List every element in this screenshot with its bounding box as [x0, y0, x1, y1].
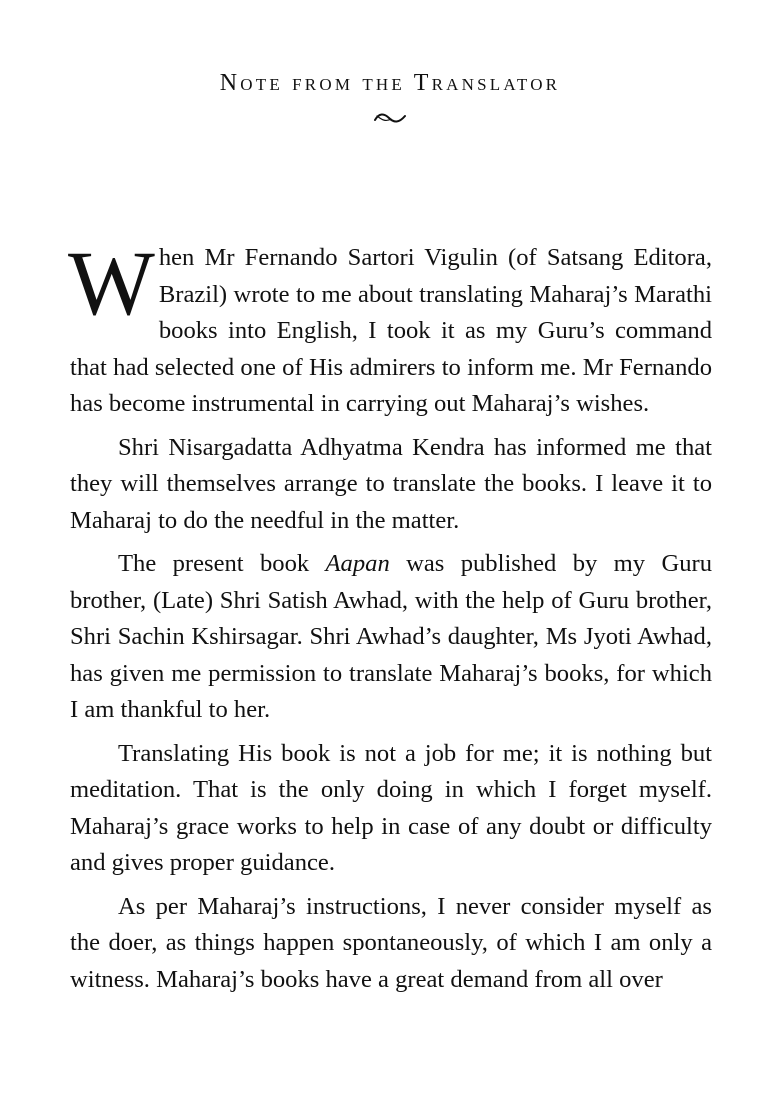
paragraph-1-text: hen Mr Fernando Sartori Vigulin (of Satsang Editora, Brazil) wrote to me about translating Maharaj’s Marathi books into English, I took it as my Guru’s command that had selected one of His admirers to inform me. Mr Fernando has become instrumental in carrying out Maharaj’s wishes.	[70, 244, 712, 417]
paragraph-4: Translating His book is not a job for me; it is nothing but meditation. That is the only doing in which I forget myself. Maharaj’s grace works to help in case of any doubt or difficulty and gives proper guidance.	[70, 739, 712, 876]
swash-ornament-icon	[372, 110, 408, 126]
paragraph-3-text-after: was published by my Guru brother, (Late) Shri Satish Awhad, with the help of Guru brother, Shri Sachin Kshirsagar. Shri Awhad’s daughter, Ms Jyoti Awhad, has given me permission to translate Maharaj’s books, for which I am thankful to her.	[70, 550, 712, 723]
paragraph-3	[70, 546, 712, 729]
drop-cap: W	[68, 232, 155, 334]
body-text	[68, 232, 712, 1005]
paragraph-1	[68, 232, 712, 423]
chapter-title: Note from the Translator	[219, 70, 561, 96]
paragraph-5: As per Maharaj’s instructions, I never consider myself as the doer, as things happen spontaneously, of which I am only a witness. Maharaj’s books have a great demand from all over	[70, 892, 712, 993]
paragraph-3-text-before: The present book	[118, 550, 326, 577]
paragraph-2: Shri Nisargadatta Adhyatma Kendra has informed me that they will themselves arrange to translate the books. I leave it to Maharaj to do the needful in the matter.	[70, 433, 712, 534]
book-title-emphasis: Aapan	[325, 550, 390, 577]
